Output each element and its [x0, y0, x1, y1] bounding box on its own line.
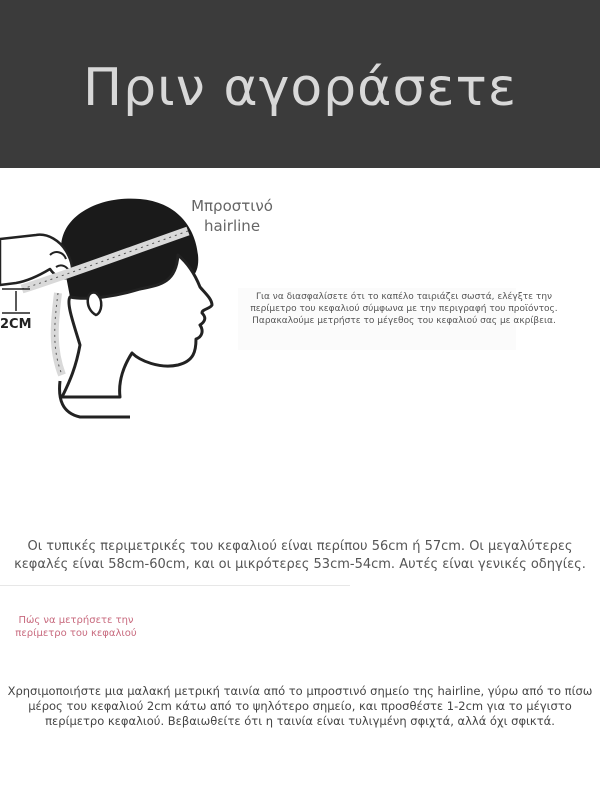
page-title: Πριν αγοράσετε — [83, 58, 517, 118]
typical-sizes-text: Οι τυπικές περιμετρικές του κεφαλιού είναι περίπου 56cm ή 57cm. Οι μεγαλύτερες κεφαλές είναι 58cm-60cm, και οι μικρότερες 53cm-54cm. Αυτές είναι γενικές οδηγίες. — [14, 539, 586, 572]
hairline-label: Μπροστινό hairline — [191, 197, 273, 235]
instructions-text: Χρησιμοποιήστε μια μαλακή μετρική ταινία από το μπροστινό σημείο της hairline, γύρω από το πίσω μέρος του κεφαλιού 2cm κάτω από το ψηλότερο σημείο, και προσθέστε 1-2cm για το μέγιστο περίμετρο κεφαλιού. Βεβαιωθείτε ότι η ταινία είναι τυλιγμένη σφιχτά, αλλά όχι σφικτά. — [7, 684, 593, 728]
header-banner — [0, 0, 600, 168]
measure-label: 2CM — [0, 317, 32, 332]
side-note: Για να διασφαλίσετε ότι το καπέλο ταιριάζει σωστά, ελέγξτε την περίμετρο του κεφαλιού σύμφωνα με την περιγραφή του προϊόντος. Παρακαλούμε μετρήστε το μέγεθος του κεφαλιού σας με ακρίβεια. — [250, 292, 558, 326]
measuring-tape-hanging — [55, 293, 62, 375]
howto-label: Πώς να μετρήσετε την περίμετρο του κεφαλιού — [15, 615, 137, 639]
divider — [0, 585, 350, 586]
